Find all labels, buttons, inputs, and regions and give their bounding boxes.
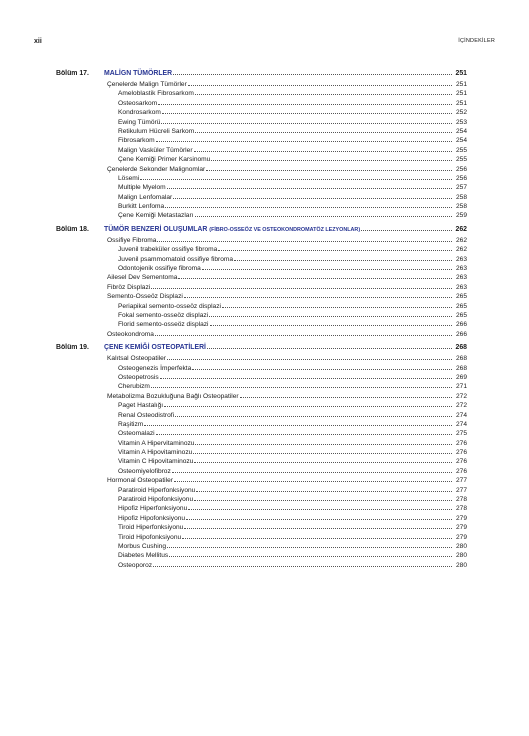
- dot-leader: [167, 353, 452, 360]
- toc-title-text: Çene Kemiği Primer Karsinomu: [118, 156, 211, 164]
- page-ref: 255: [455, 156, 467, 164]
- toc-chapter-row: [56, 224, 467, 235]
- toc-title-text: Ewing Tümörü: [118, 118, 161, 126]
- toc-subsection-row: [56, 310, 467, 319]
- toc-title-text: Metabolizma Bozukluğuna Bağlı Osteopatiler: [107, 392, 239, 400]
- page-ref: 258: [455, 193, 467, 201]
- toc-title-text: Çenelerde Malign Tümörler: [107, 81, 187, 88]
- dot-leader: [195, 126, 452, 133]
- toc-subsection-row: [56, 381, 467, 390]
- toc-title-text: Juvenil psammomatoid ossifiye fibroma: [118, 255, 234, 263]
- toc-title-text: Kondrosarkom: [118, 109, 161, 117]
- dot-leader: [184, 522, 452, 529]
- toc-subsection-row: [56, 410, 467, 419]
- toc-subsection-row: [56, 210, 467, 219]
- toc-title-text: Ossifiye Fibroma: [107, 236, 157, 244]
- page-ref: 256: [455, 174, 467, 182]
- dot-leader: [167, 182, 452, 189]
- page-ref: 268: [455, 344, 467, 352]
- toc-subsection-row: [56, 513, 467, 522]
- toc-chapter-row: [56, 68, 467, 79]
- toc-title-text: Fibrosarkom: [118, 137, 155, 145]
- toc-title-text: Çenelerde Sekonder Malignomlar: [107, 165, 206, 173]
- toc-title-text: Morbus Cushing: [118, 542, 167, 550]
- toc-section-row: [56, 475, 467, 484]
- toc-title-text: Kalıtsal Osteopatiler: [107, 355, 167, 363]
- toc-subsection-row: [56, 560, 467, 569]
- page-ref: 280: [455, 561, 467, 569]
- dot-leader: [151, 381, 452, 388]
- toc-subsection-row: [56, 503, 467, 512]
- page-ref: 278: [455, 496, 467, 504]
- toc-title-text: Osteomalazi: [118, 430, 155, 438]
- dot-leader: [188, 79, 452, 86]
- toc-title-text: Osteoporoz: [118, 561, 153, 569]
- toc-subsection-row: [56, 541, 467, 550]
- toc-subsection-row: [56, 438, 467, 447]
- toc-subsection-row: [56, 192, 467, 201]
- page-ref: 251: [455, 81, 467, 88]
- page-ref: 266: [455, 321, 467, 329]
- toc-subsection-row: [56, 466, 467, 475]
- toc-subsection-row: [56, 254, 467, 263]
- dot-leader: [160, 372, 452, 379]
- toc-title-text: Vitamin A Hipovitaminozu: [118, 449, 193, 457]
- toc-title-text: Osteopetrosis: [118, 373, 159, 381]
- toc-title-text: Paratiroid Hiperfonksiyonu: [118, 486, 196, 494]
- dot-leader: [218, 244, 452, 251]
- toc-title-text: Hipofiz Hiperfonksiyonu: [118, 505, 188, 513]
- toc-subsection-row: [56, 154, 467, 163]
- dot-leader: [178, 272, 452, 279]
- page-ref: 263: [455, 274, 467, 282]
- dot-leader: [194, 456, 452, 463]
- dot-leader: [156, 428, 452, 435]
- page-ref: 254: [455, 137, 467, 145]
- toc-section-row: [56, 164, 467, 173]
- chapter-number: Bölüm 19.: [56, 344, 89, 352]
- page-ref: 280: [455, 542, 467, 550]
- toc-title-text: Osteomiyelofibroz: [118, 467, 171, 475]
- toc-title-text: Vitamin A Hipervitaminozu: [118, 439, 195, 447]
- dot-leader: [155, 329, 452, 336]
- toc-subsection-row: [56, 201, 467, 210]
- toc-subsection-row: [56, 301, 467, 310]
- dot-leader: [193, 447, 452, 454]
- toc-entry-title: [118, 211, 194, 220]
- toc-title-text: Florid semento-osseöz displazi: [118, 321, 209, 329]
- dot-leader: [164, 400, 452, 407]
- dot-leader: [222, 301, 452, 308]
- dot-leader: [162, 107, 452, 114]
- page-ref: 272: [455, 392, 467, 400]
- page-ref: 274: [455, 411, 467, 419]
- page-ref: 263: [455, 255, 467, 263]
- dot-leader: [151, 282, 452, 289]
- toc-section-row: [56, 272, 467, 281]
- dot-leader: [167, 541, 452, 548]
- page-ref: 251: [455, 70, 467, 77]
- toc-title-text: Multiple Myelom: [118, 184, 166, 192]
- dot-leader: [182, 532, 452, 539]
- toc-title-text: Paratiroid Hipofonksiyonu: [118, 496, 194, 504]
- page-number: xii: [34, 38, 42, 45]
- page-ref: 272: [455, 402, 467, 410]
- dot-leader: [165, 201, 452, 208]
- page-ref: 262: [455, 246, 467, 254]
- dot-leader: [234, 254, 452, 261]
- toc-subsection-row: [56, 428, 467, 437]
- toc-title-text: ÇENE KEMİĞİ OSTEOPATİLERİ: [104, 344, 206, 352]
- page-ref: 266: [455, 330, 467, 338]
- page-ref: 275: [455, 430, 467, 438]
- page-ref: 277: [455, 477, 467, 485]
- dot-leader: [140, 173, 452, 180]
- toc-title-text: Lösemi: [118, 174, 140, 182]
- dot-leader: [169, 550, 452, 557]
- toc-subtitle: (FİBRO-OSSEÖZ VE OSTEOKONDROMATÖZ LEZYONLAR): [209, 226, 361, 233]
- chapter-number: Bölüm 17.: [56, 70, 89, 77]
- dot-leader: [157, 235, 452, 242]
- page-ref: 258: [455, 203, 467, 211]
- toc-title-text: Raşitizm: [118, 420, 144, 428]
- toc-title-text: Odontojenik ossifiye fibroma: [118, 265, 201, 273]
- toc-entry-title: [104, 342, 206, 353]
- toc-entry-title: [118, 561, 152, 570]
- toc-title-text: Hormonal Osteopatiler: [107, 477, 173, 485]
- page-ref: 265: [455, 302, 467, 310]
- dot-leader: [173, 192, 452, 199]
- dot-leader: [240, 391, 452, 398]
- table-of-contents: [56, 68, 467, 569]
- toc-title-text: Cherubizm: [118, 383, 150, 391]
- toc-subsection-row: [56, 173, 467, 182]
- toc-subsection-row: [56, 363, 467, 372]
- dot-leader: [174, 475, 452, 482]
- page-ref: 279: [455, 514, 467, 522]
- dot-leader: [172, 466, 452, 473]
- toc-title-text: Osteokondroma: [107, 330, 154, 338]
- toc-subsection-row: [56, 98, 467, 107]
- toc-section-row: [56, 329, 467, 338]
- page-ref: 262: [455, 236, 467, 244]
- dot-leader: [192, 363, 452, 370]
- dot-leader: [196, 485, 452, 492]
- page-ref: 265: [455, 293, 467, 301]
- dot-leader: [161, 117, 452, 124]
- page-ref: 253: [455, 118, 467, 126]
- toc-subsection-row: [56, 485, 467, 494]
- toc-title-text: Juvenil trabeküler ossifiye fibroma: [118, 246, 218, 254]
- dot-leader: [194, 494, 452, 501]
- toc-subsection-row: [56, 117, 467, 126]
- toc-title-text: Fokal semento-osseöz displazi: [118, 311, 209, 319]
- dot-leader: [195, 88, 452, 95]
- toc-subsection-row: [56, 107, 467, 116]
- dot-leader: [195, 438, 452, 445]
- dot-leader: [210, 319, 452, 326]
- page-ref: 255: [455, 146, 467, 154]
- toc-subsection-row: [56, 550, 467, 559]
- dot-leader: [194, 145, 452, 152]
- page-ref: 263: [455, 265, 467, 273]
- toc-title-text: Ailesel Dev Sementoma: [107, 274, 178, 282]
- dot-leader: [211, 154, 452, 161]
- toc-title-text: Renal Osteodistrofi: [118, 411, 175, 419]
- toc-title-text: Malign Vasküler Tümörler: [118, 146, 193, 154]
- toc-section-row: [56, 282, 467, 291]
- toc-title-text: Periapikal semento-osseöz displazi: [118, 302, 221, 310]
- page-ref: 278: [455, 505, 467, 513]
- page-ref: 277: [455, 486, 467, 494]
- toc-section-row: [56, 391, 467, 400]
- page-ref: 252: [455, 109, 467, 117]
- toc-subsection-row: [56, 456, 467, 465]
- dot-leader: [361, 224, 452, 231]
- toc-subsection-row: [56, 522, 467, 531]
- toc-title-text: Ameloblastik Fibrosarkom: [118, 90, 194, 98]
- dot-leader: [158, 98, 452, 105]
- dot-leader: [144, 419, 452, 426]
- dot-leader: [175, 410, 452, 417]
- chapter-number: Bölüm 18.: [56, 225, 89, 233]
- toc-chapter-row: [56, 342, 467, 353]
- toc-title-text: Vitamin C Hipovitaminozu: [118, 458, 194, 466]
- dot-leader: [202, 263, 452, 270]
- toc-title-text: Fibröz Displazi: [107, 283, 151, 291]
- page-ref: 251: [455, 99, 467, 107]
- toc-section-row: [56, 291, 467, 300]
- toc-title-text: TÜMÖR BENZERİ OLUŞUMLAR: [104, 225, 208, 233]
- page-ref: 259: [455, 212, 467, 220]
- dot-leader: [195, 210, 453, 217]
- page-ref: 263: [455, 283, 467, 291]
- dot-leader: [188, 503, 452, 510]
- toc-title-text: Malign Lenfomalar: [118, 193, 173, 201]
- page-ref: 268: [455, 355, 467, 363]
- toc-title-text: MALİGN TÜMÖRLER: [104, 70, 173, 77]
- toc-title-text: Tiroid Hiperfonksiyonu: [118, 524, 184, 532]
- toc-subsection-row: [56, 244, 467, 253]
- page-ref: 280: [455, 552, 467, 560]
- toc-subsection-row: [56, 88, 467, 97]
- toc-subsection-row: [56, 126, 467, 135]
- toc-entry-title: [104, 68, 172, 79]
- toc-title-text: Osteogenezis İmperfekta: [118, 364, 192, 372]
- toc-title-text: Diabetes Mellitus: [118, 552, 169, 560]
- dot-leader: [156, 135, 452, 142]
- toc-section-row: [56, 353, 467, 362]
- page-ref: 257: [455, 184, 467, 192]
- toc-title-text: Hipofiz Hipofonksiyonu: [118, 514, 186, 522]
- page-ref: 251: [455, 90, 467, 98]
- toc-title-text: Retikulum Hücreli Sarkom: [118, 127, 195, 135]
- page-ref: 271: [455, 383, 467, 391]
- dot-leader: [184, 291, 452, 298]
- dot-leader: [209, 310, 452, 317]
- page-ref: 256: [455, 165, 467, 173]
- toc-subsection-row: [56, 494, 467, 503]
- running-title: İÇİNDEKİLER: [458, 38, 495, 44]
- dot-leader: [173, 68, 452, 75]
- toc-title-text: Paget Hastalığı: [118, 402, 164, 410]
- toc-subsection-row: [56, 135, 467, 144]
- page-ref: 279: [455, 524, 467, 532]
- dot-leader: [186, 513, 452, 520]
- dot-leader: [206, 164, 452, 171]
- toc-title-text: Semento-Osseöz Displazi: [107, 293, 183, 301]
- page-header: [34, 38, 495, 50]
- dot-leader: [207, 342, 452, 349]
- page-ref: 274: [455, 420, 467, 428]
- dot-leader: [153, 560, 452, 567]
- toc-subsection-row: [56, 532, 467, 541]
- toc-section-row: [56, 235, 467, 244]
- toc-title-text: Osteosarkom: [118, 99, 158, 107]
- page-ref: 268: [455, 364, 467, 372]
- page-ref: 276: [455, 449, 467, 457]
- page-ref: 279: [455, 533, 467, 541]
- page-ref: 269: [455, 373, 467, 381]
- toc-title-text: Burkitt Lenfoma: [118, 203, 165, 211]
- page-ref: 276: [455, 467, 467, 475]
- page-ref: 276: [455, 439, 467, 447]
- toc-title-text: Çene Kemiği Metastazları: [118, 212, 194, 220]
- page-ref: 254: [455, 127, 467, 135]
- toc-subsection-row: [56, 145, 467, 154]
- page-ref: 276: [455, 458, 467, 466]
- toc-subsection-row: [56, 319, 467, 328]
- toc-title-text: Tiroid Hipofonksiyonu: [118, 533, 182, 541]
- toc-subsection-row: [56, 182, 467, 191]
- page-ref: 265: [455, 311, 467, 319]
- toc-entry-title: [107, 330, 154, 339]
- toc-subsection-row: [56, 400, 467, 409]
- toc-subsection-row: [56, 419, 467, 428]
- toc-subsection-row: [56, 447, 467, 456]
- page-ref: 262: [455, 225, 467, 233]
- toc-section-row: [56, 79, 467, 88]
- toc-subsection-row: [56, 263, 467, 272]
- toc-subsection-row: [56, 372, 467, 381]
